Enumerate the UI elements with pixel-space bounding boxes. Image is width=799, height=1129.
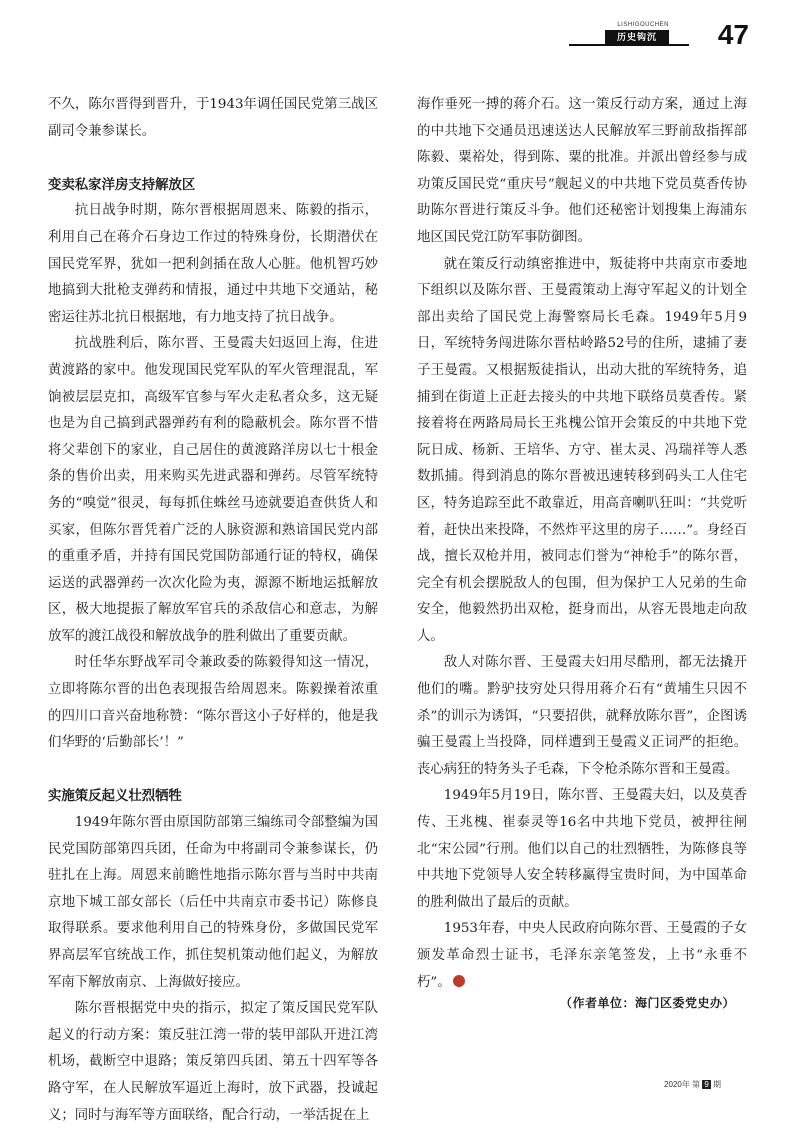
paragraph: 时任华东野战军司令兼政委的陈毅得知这一情况，立即将陈尔晋的出色表现报告给周恩来。陈毅操着浓重的四川口音兴奋地称赞：“陈尔晋这小子好样的，他是我们华野的‘后勤部长’！” [48,655,378,751]
footer-issue-number: 9 [704,1080,709,1089]
paragraph: 1949年陈尔晋由原国防部第三编练司令部整编为国民党国防部第四兵团，任命为中将副司令兼参谋长，仍驻扎在上海。周恩来前瞻性地指示陈尔晋与当时中共南京地下城工部女部长（后任中共南京市委书记）陈修良取得联系。要求他利用自己的特殊身份，多做国民党军界高层军官统战工作，抓住契机策动他们起义，为解放军南下解放南京、上海做好接应。 [48,815,378,990]
paragraph: 抗战胜利后，陈尔晋、王曼霞夫妇返回上海，住进黄渡路的家中。他发现国民党军队的军火管理混乱，军饷被层层克扣，高级军官参与军火走私者众多，这无疑也是为自己搞到武器弹药有利的隐蔽机会。陈尔晋不惜将父辈创下的家业，自己居住的黄渡路洋房以七十根金条的售价出卖，用来购买先进武器和弹药。尽管军统特务的“嗅觉”很灵，每每抓住蛛丝马迹就要追查供货人和买家，但陈尔晋凭着广泛的人脉资源和熟谙国民党内部的重重矛盾，并持有国民党国防部通行证的特权，确保运送的武器弹药一次次化险为夷，源源不断地运抵解放区，极大地提振了解放军官兵的杀敌信心和意志，为解放军的渡江战役和解放战争的胜利做出了重要贡献。 [48,336,378,644]
left-column [48,92,378,1129]
section-heading: 变卖私家洋房支持解放区 [48,176,196,193]
final-text: 1953年春，中央人民政府向陈尔晋、王曼霞的子女颁发革命烈士证书，毛泽东亲笔签发，上书“永垂不朽”。 [417,921,747,990]
header-rule [569,44,689,46]
section-heading: 实施策反起义壮烈牺牲 [48,788,182,805]
page-number: 47 [717,19,749,50]
paragraph: 陈尔晋根据党中央的指示，拟定了策反国民党军队起义的行动方案：策反驻江湾一带的装甲部队开进江湾机场，截断空中退路；策反第四兵团、第五十四军等各路守军，在人民解放军逼近上海时，放下武器，投诚起义；同时与海军等方面联络，配合行动，一举活捉在上 [48,1001,378,1123]
paragraph-final [417,916,747,996]
end-mark-icon [453,975,465,987]
paragraph: 海作垂死一搏的蒋介石。这一策反行动方案，通过上海的中共地下交通员迅速送达人民解放军三野前敌指挥部陈毅、粟裕处，得到陈、粟的批准。并派出曾经参与成功策反国民党“重庆号”舰起义的中共地下党员莫香传协助陈尔晋进行策反斗争。他们还秘密计划搜集上海浦东地区国民党江防军事防御图。 [417,97,747,245]
footer-issue-prefix: 第 [692,1080,701,1089]
author-affiliation: （作者单位：海门区委党史办） [560,996,736,1010]
paragraph: 不久，陈尔晋得到晋升，于1943年调任国民党第三战区副司令兼参谋长。 [48,97,378,139]
paragraph: 抗日战争时期，陈尔晋根据周恩来、陈毅的指示，利用自己在蒋介石身边工作过的特殊身份，长期潜伏在国民党军界，犹如一把利剑插在敌人心脏。他机智巧妙地搞到大批枪支弹药和情报，通过中共地下交通站，秘密运往苏北抗日根据地，有力地支持了抗日战争。 [48,203,378,325]
paragraph: 敌人对陈尔晋、王曼霞夫妇用尽酷刑，都无法撬开他们的嘴。黔驴技穷处只得用蒋介石有“黄埔生只因不杀”的训示为诱饵，“只要招供，就释放陈尔晋”，企图诱骗王曼霞上当投降，同样遭到王曼霞义正词严的拒绝。丧心病狂的特务头子毛森，下令枪杀陈尔晋和王曼霞。 [417,655,747,777]
right-column [417,92,747,996]
footer-issue-suffix: 期 [713,1080,721,1089]
paragraph: 1949年5月19日，陈尔晋、王曼霞夫妇，以及莫香传、王兆槐、崔泰灵等16名中共地下党员，被押往闸北“宋公园”行刑。他们以自己的壮烈牺牲，为陈修良等中共地下党领导人安全转移赢得宝贵时间，为中国革命的胜利做出了最后的贡献。 [417,788,747,910]
paragraph: 就在策反行动缜密推进中，叛徒将中共南京市委地下组织以及陈尔晋、王曼霞策动上海守军起义的计划全部出卖给了国民党上海警察局长毛森。1949年5月9日，军统特务闯进陈尔晋枯岭路52号的住所，逮捕了妻子王曼霞。又根据叛徒指认，出动大批的军统特务，追捕到在街道上正赶去接头的中共地下联络员莫香传。紧接着将在两路局局长王兆槐公馆开会策反的中共地下党阮日成、杨新、王培华、方守、崔太灵、冯瑞祥等人悉数抓捕。得到消息的陈尔晋被迅速转移到码头工人住宅区，特务追踪至此不敢靠近，用高音喇叭狂叫：“共党听着，赶快出来投降，不然炸平这里的房子……”。身经百战，擅长双枪并用，被同志们誉为“神枪手”的陈尔晋，完全有机会摆脱敌人的包围，但为保护工人兄弟的生命安全，他毅然扔出双枪，挺身而出，从容无畏地走向敌人。 [417,256,747,644]
page-footer [664,1079,721,1090]
header-pinyin: LISHIGOUCHEN [617,22,669,28]
footer-year: 2020年 [664,1080,690,1089]
column-title: 历史钩沉 [605,30,669,44]
